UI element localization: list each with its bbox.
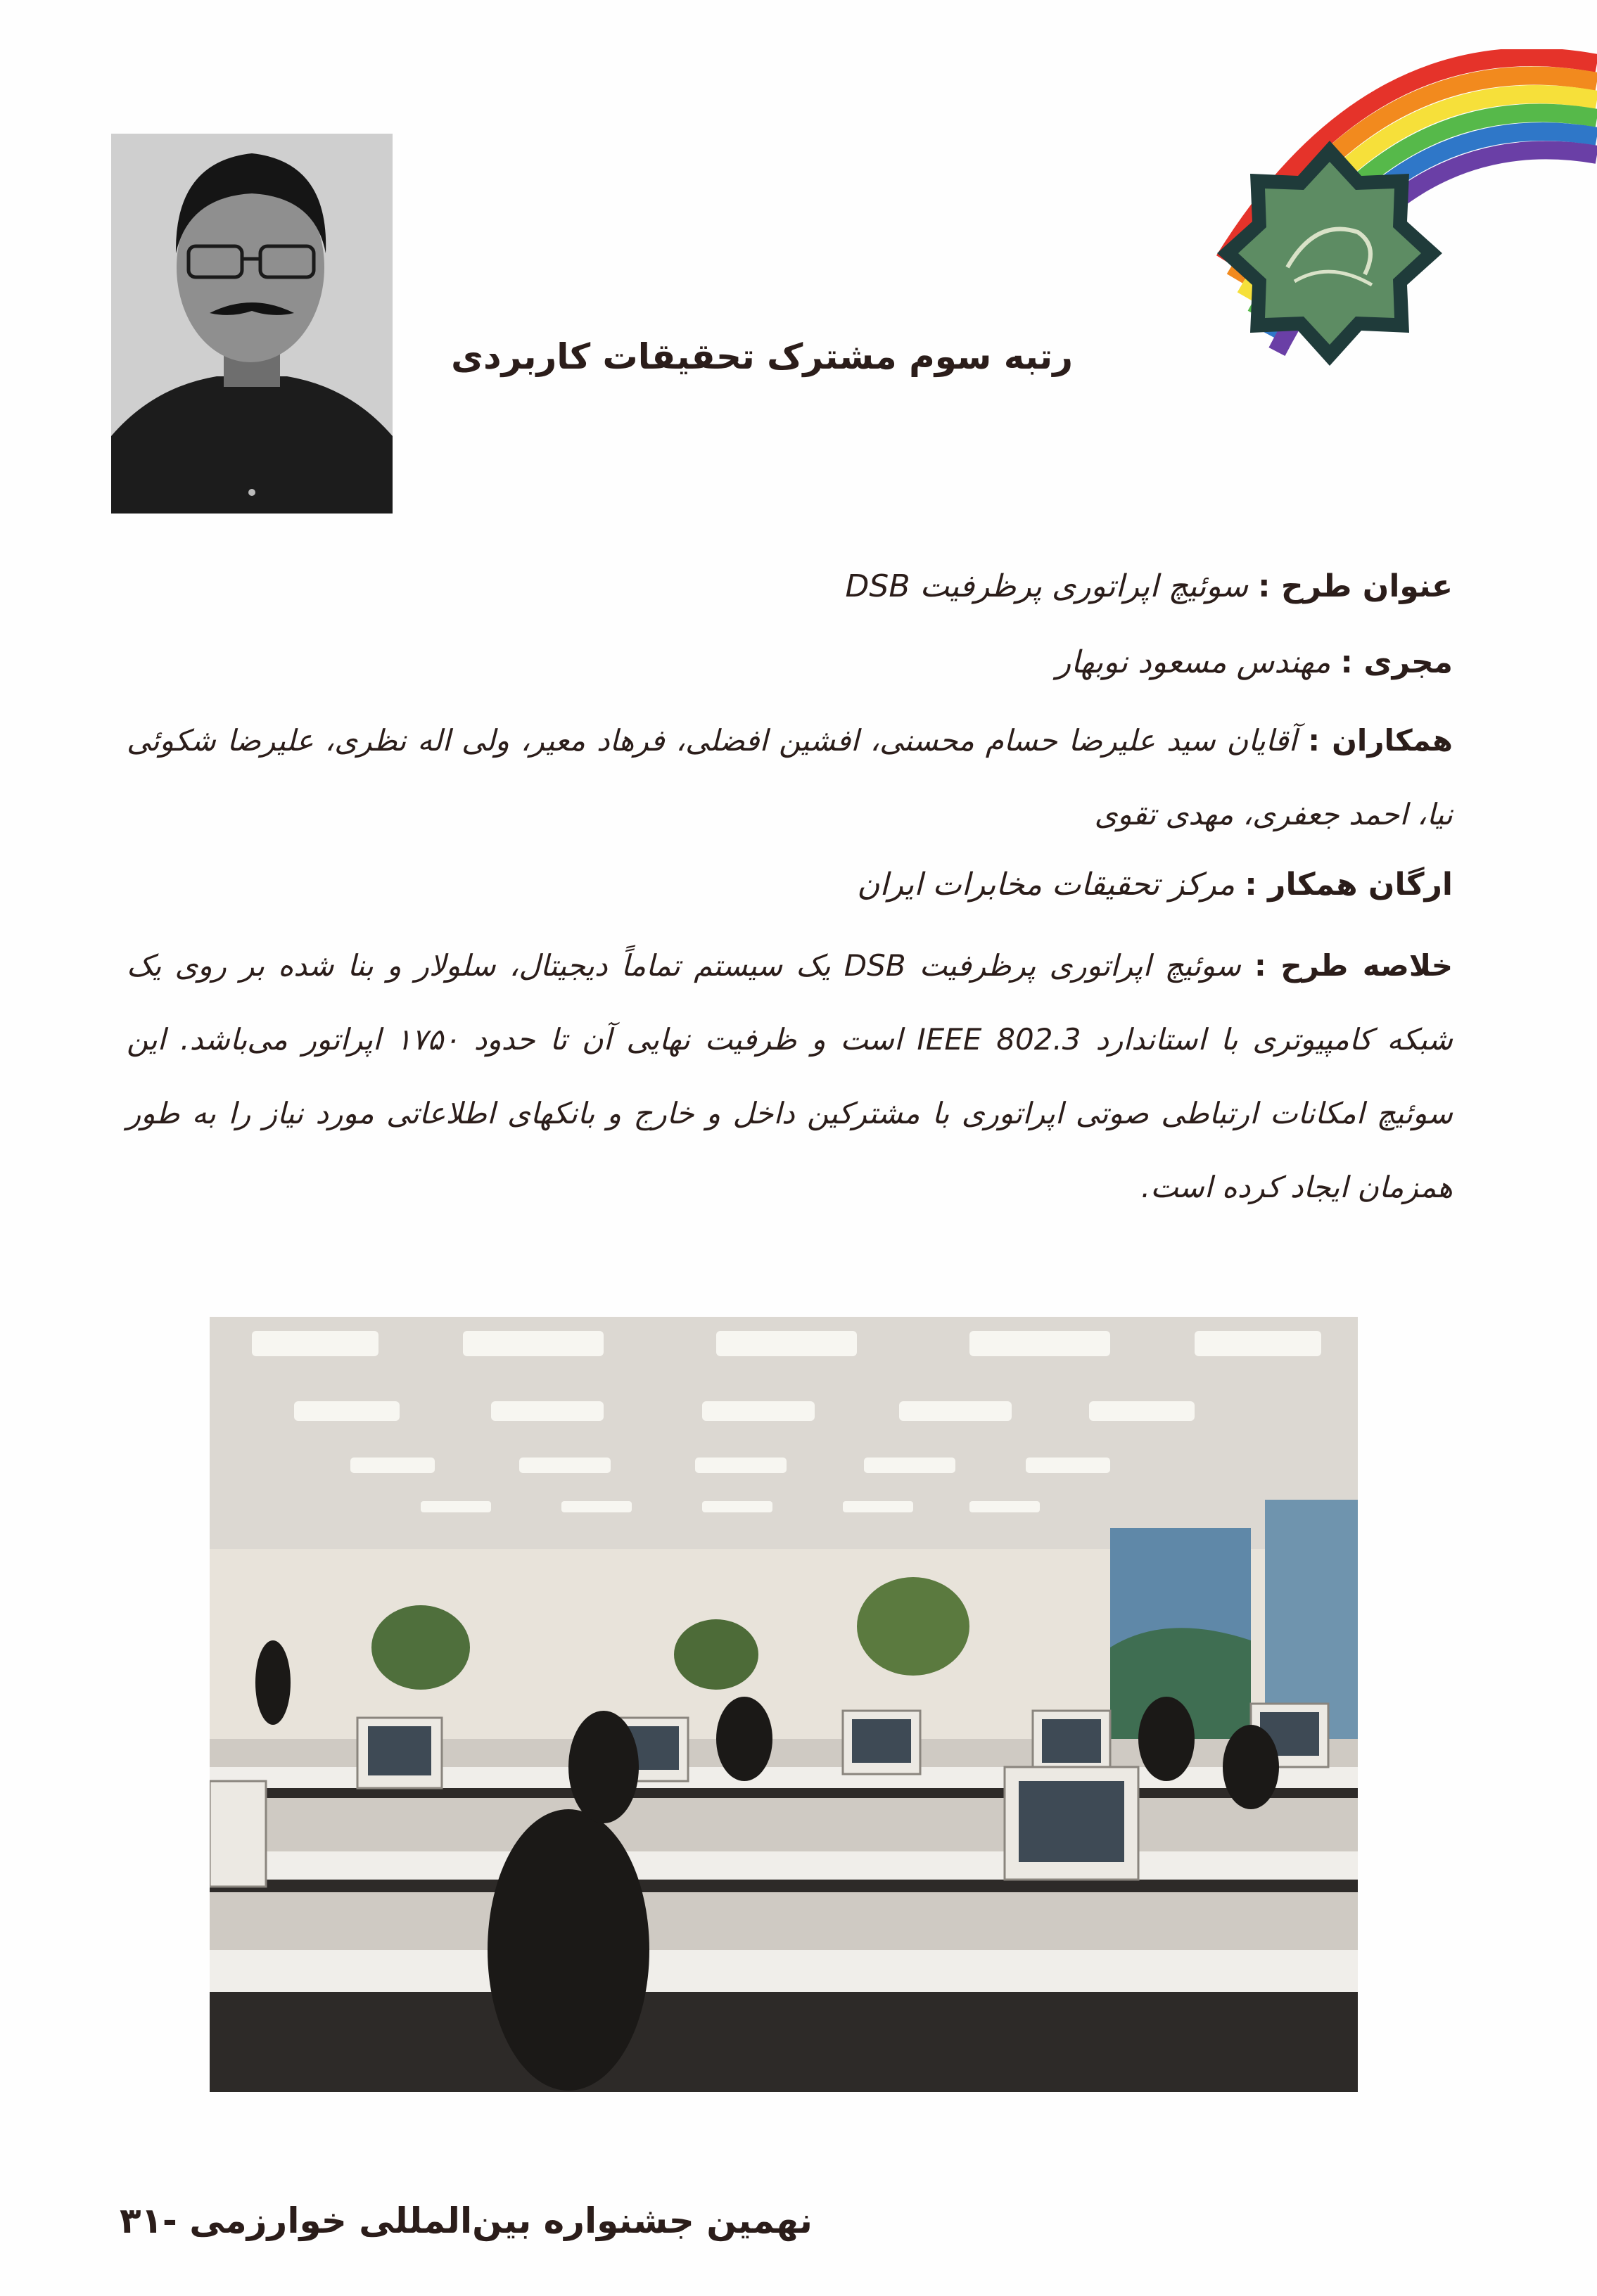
rainbow-emblem-logo [1196,49,1597,415]
footer-page-label: نهمین جشنواره بین‌المللی خوارزمی -۳۱ [120,2200,813,2241]
organization-label: ارگان همکار : [1245,867,1453,903]
collaborators-paragraph [127,703,1453,851]
summary-value: سوئیچ اپراتوری پرظرفیت DSB یک سیستم تماماً دیجیتال، سلولار و بنا شده بر روی یک شبکه کامپیوتری با استاندارد IEEE 802.3 است و ظرفیت نهایی آن تا حدود ۱۷۵۰ اپراتور می‌باشد. این سوئیچ امکانات ارتباطی صوتی اپراتوری با مشترکین داخل و خارج و بانکهای اطلاعاتی مورد نیاز را به طور همزمان ایجاد کرده است. [127,948,1453,1204]
project-title-label: عنوان طرح : [1258,568,1453,604]
rank-title: رتبه سوم مشترک تحقیقات کاربردی [451,336,1073,377]
summary-label: خلاصه طرح : [1254,948,1453,983]
executor-line [1056,644,1453,680]
executor-value: مهندس مسعود نوبهار [1055,644,1331,680]
organization-value: مرکز تحقیقات مخابرات ایران [857,867,1235,903]
organization-line [857,867,1453,903]
summary-paragraph [127,929,1453,1224]
portrait-photo [111,134,393,514]
project-title-line [846,568,1453,604]
operator-room-photo [210,1317,1358,2092]
collaborators-value: آقایان سید علیرضا حسام محسنی، افشین افضلی، فرهاد معیر، ولی اله نظری، علیرضا شکوئی نیا، احمد جعفری، مهدی تقوی [127,723,1453,831]
project-title-value: سوئیچ اپراتوری پرظرفیت DSB [845,568,1248,604]
executor-label: مجری : [1340,644,1453,680]
collaborators-label: همکاران : [1308,723,1453,758]
